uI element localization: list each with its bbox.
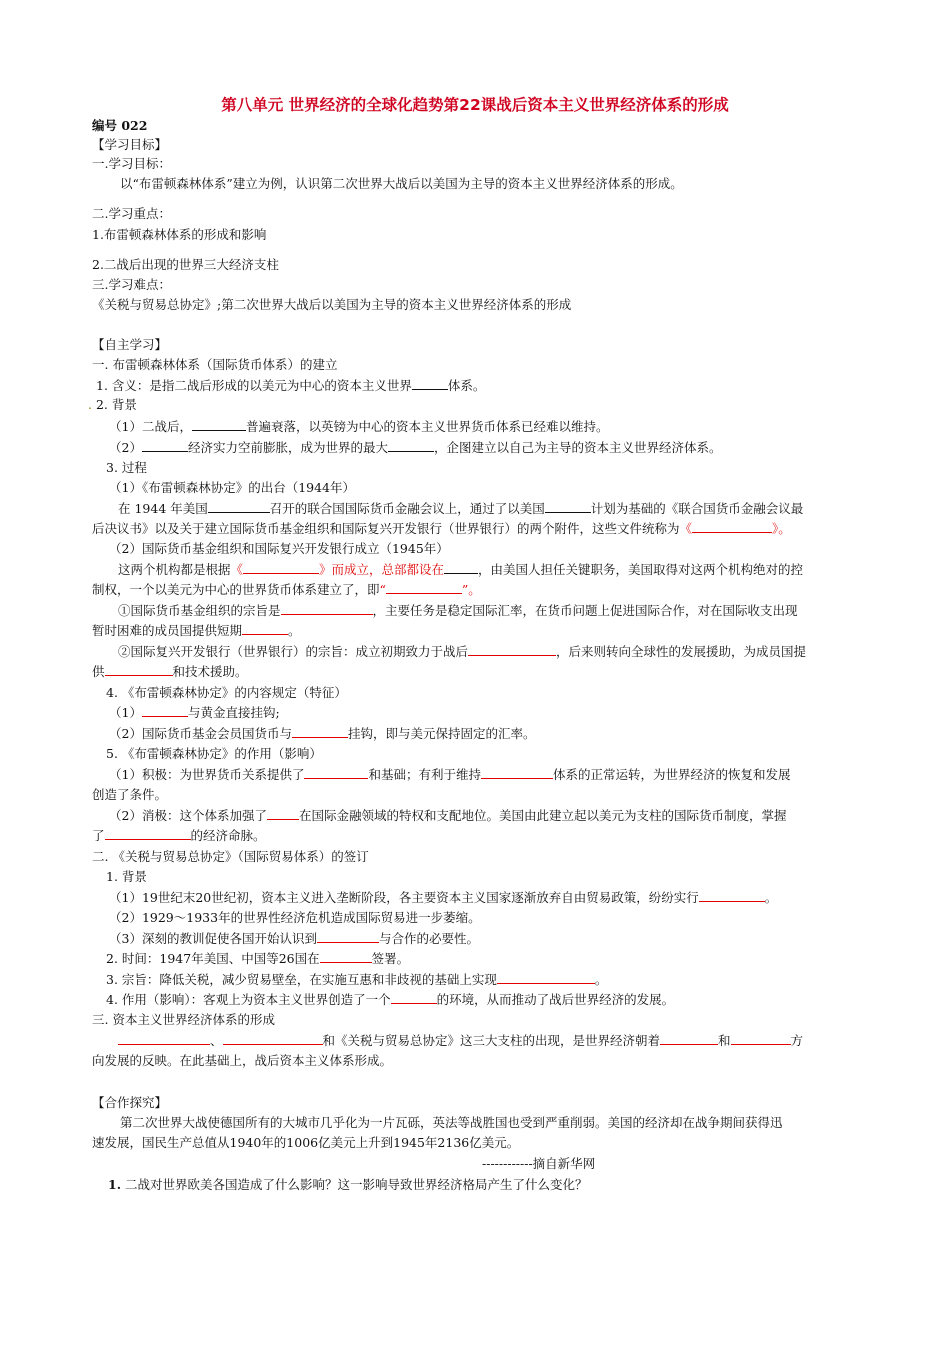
fill-blank[interactable] <box>281 602 373 615</box>
fill-blank[interactable] <box>497 971 595 984</box>
s2-effect <box>106 991 674 1009</box>
s1-process-1: （1）《布雷顿森林协定》的出台（1944年） <box>109 480 356 495</box>
s1-process-2-text <box>118 561 803 579</box>
page-title: 第八单元 世界经济的全球化趋势第22课战后资本主义世界经济体系的形成 <box>221 96 729 114</box>
fill-blank[interactable] <box>692 520 772 533</box>
text: （1）二战后， <box>109 419 192 434</box>
text: （2）国际货币基金会员国货币与 <box>109 726 292 741</box>
s1-effect-negative <box>109 807 786 825</box>
s1-wb-purpose-cont <box>92 663 248 681</box>
serial-number: 编号 022 <box>92 118 148 133</box>
text: 经济实力空前膨胀，成为世界的最大 <box>187 440 388 455</box>
text: 3. 宗旨：降低关税，减少贸易壁垒，在实施互惠和非歧视的基础上实现 <box>106 972 497 987</box>
text: 2. 背景 <box>95 397 137 412</box>
self-study-header: 【自主学习】 <box>92 337 168 352</box>
text: 《 <box>679 521 693 536</box>
text: ①国际货币基金组织的宗旨是 <box>118 603 281 618</box>
text: 的环境，从而推动了战后世界经济的发展。 <box>436 992 675 1007</box>
text: 了 <box>92 828 105 843</box>
difficulty-text: 《关税与贸易总协定》;第二次世界大战后以美国为主导的资本主义世界经济体系的形成 <box>92 297 572 312</box>
s1-meaning <box>96 377 485 395</box>
text: 《 <box>230 562 244 577</box>
s1-background <box>88 396 137 414</box>
fill-blank[interactable] <box>243 561 319 574</box>
text: 。 <box>288 623 301 638</box>
text: 计划为基础的《联合国货币金融会议最 <box>590 501 804 516</box>
s2-purpose <box>106 971 607 989</box>
s1-effect-positive-cont: 创造了条件。 <box>92 787 168 802</box>
text: 和《关税与贸易总协定》这三大支柱的出现，是世界经济朝着 <box>322 1033 661 1048</box>
section-1-title: 一. 布雷顿森林体系（国际货币体系）的建立 <box>92 357 338 372</box>
text: 在国际金融领域的特权和支配地位。美国由此建立起以美元为支柱的国际货币制度，掌握 <box>298 808 787 823</box>
fill-blank[interactable] <box>660 1032 718 1045</box>
section-2-title: 二. 《关税与贸易总协定》（国际贸易体系）的签订 <box>92 849 369 864</box>
s1-background-1 <box>109 418 608 436</box>
text: ，主要任务是稳定国际汇率，在货币问题上促进国际合作，对在国际收支出现 <box>372 603 798 618</box>
focus-item-2: 2.二战后出现的世界三大经济支柱 <box>92 257 279 272</box>
s2-background-1 <box>109 889 777 907</box>
fill-blank[interactable] <box>242 622 288 635</box>
text: 在 1944 年美国 <box>118 501 208 516</box>
s1-effect-negative-cont <box>92 827 266 845</box>
fill-blank[interactable] <box>391 991 437 1004</box>
text: ，由美国人担任关键职务，美国取得对这两个机构绝对的控 <box>478 562 804 577</box>
fill-blank[interactable] <box>208 500 270 513</box>
focus-item-1: 1.布雷顿森林体系的形成和影响 <box>92 227 267 242</box>
text: 供 <box>92 664 105 679</box>
text: 这两个机构都是根据 <box>118 562 231 577</box>
text: 召开的联合国国际货币金融会议上，通过了以美国 <box>269 501 545 516</box>
text: 的经济命脉。 <box>190 828 266 843</box>
s1-process-2: （2）国际货币基金组织和国际复兴开发银行成立（1945年） <box>109 541 449 556</box>
s2-background: 1. 背景 <box>106 869 147 884</box>
s1-process-2-text-cont <box>92 581 481 599</box>
fill-blank[interactable] <box>192 418 246 431</box>
question-1 <box>108 1176 588 1194</box>
text: 。 <box>594 972 608 987</box>
text: 体系。 <box>447 378 486 393</box>
fill-blank[interactable] <box>317 930 379 943</box>
fill-blank[interactable] <box>388 439 434 452</box>
text: 制权，一个以美元为中心的世界货币体系建立了，即 <box>92 582 380 597</box>
difficulty-label: 三.学习难点： <box>92 277 171 292</box>
fill-blank[interactable] <box>304 766 368 779</box>
question-text: 二战对世界欧美各国造成了什么影响？这一影响导致世界经济格局产生了什么变化？ <box>125 1177 588 1192</box>
cooperation-paragraph-1: 第二次世界大战使德国所有的大城市几乎化为一片瓦砾，英法等战胜国也受到严重削弱。美国的经济却在战争期间获得迅 <box>120 1115 783 1130</box>
fill-blank[interactable] <box>481 766 553 779</box>
fill-blank[interactable] <box>223 1032 323 1045</box>
s1-process: 3. 过程 <box>106 460 147 475</box>
s1-background-2 <box>109 439 721 457</box>
fill-blank[interactable] <box>412 377 448 390</box>
text: （2）消极：这个体系加强了 <box>109 808 267 823</box>
text: 4. 作用（影响）：客观上为资本主义世界创造了一个 <box>106 992 391 1007</box>
fill-blank[interactable] <box>386 581 462 594</box>
fill-blank[interactable] <box>105 827 191 840</box>
s1-content-1 <box>109 704 280 722</box>
fill-blank[interactable] <box>699 889 765 902</box>
fill-blank[interactable] <box>468 643 556 656</box>
s1-imf-purpose <box>118 602 798 620</box>
fill-blank[interactable] <box>444 561 478 574</box>
s1-process-1-text <box>118 500 803 518</box>
s1-process-1-text-cont <box>92 520 791 538</box>
goal-text: 以“布雷顿森林体系”建立为例，认识第二次世界大战后以美国为主导的资本主义世界经济体系的形成。 <box>120 176 683 191</box>
fill-blank[interactable] <box>292 725 348 738</box>
s3-text-cont: 向发展的反映。在此基础上，战后资本主义体系形成。 <box>92 1053 393 1068</box>
s2-time <box>106 950 409 968</box>
text: （3）深刻的教训促使各国开始认识到 <box>109 931 317 946</box>
stray-dot-icon: . <box>88 397 92 412</box>
s1-effect-positive <box>109 766 791 784</box>
text: 方 <box>790 1033 804 1048</box>
s2-background-2: （2）1929～1933年的世界性经济危机造成国际贸易进一步萎缩。 <box>109 910 481 925</box>
fill-blank[interactable] <box>267 807 299 820</box>
goal-label: 一.学习目标： <box>92 156 171 171</box>
s1-content: 4. 《布雷顿森林协定》的内容规定（特征） <box>106 685 347 700</box>
text: 体系的正常运转，为世界经济的恢复和发展 <box>552 767 791 782</box>
cooperation-header: 【合作探究】 <box>92 1095 168 1110</box>
s1-content-2 <box>109 725 535 743</box>
text: 与合作的必要性。 <box>378 931 479 946</box>
text: 挂钩，即与美元保持固定的汇率。 <box>347 726 536 741</box>
fill-blank[interactable] <box>731 1032 791 1045</box>
s1-wb-purpose <box>118 643 806 661</box>
fill-blank[interactable] <box>545 500 591 513</box>
text: ，后来则转向全球性的发展援助，为成员国提 <box>556 644 807 659</box>
fill-blank[interactable] <box>105 663 173 676</box>
text: （1） <box>109 705 142 720</box>
s3-text <box>118 1032 803 1050</box>
text: ②国际复兴开发银行（世界银行）的宗旨：成立初期致力于战后 <box>118 644 469 659</box>
text: ，企图建立以自己为主导的资本主义世界经济体系。 <box>433 440 722 455</box>
text: 和技术援助。 <box>172 664 248 679</box>
fill-blank[interactable] <box>320 950 372 963</box>
text: 普遍衰落，以英镑为中心的资本主义世界货币体系已经难以维持。 <box>245 419 609 434</box>
text: 。 <box>764 890 778 905</box>
fill-blank[interactable] <box>142 704 188 717</box>
cooperation-paragraph-2: 速发展，国民生产总值从1940年的1006亿美元上升到1945年2136亿美元。 <box>92 1135 520 1150</box>
text: （2） <box>109 440 142 455</box>
text: （1）积极：为世界货币关系提供了 <box>109 767 305 782</box>
text: “ <box>379 582 386 597</box>
section-3-title: 三. 资本主义世界经济体系的形成 <box>92 1012 275 1027</box>
fill-blank[interactable] <box>118 1032 210 1045</box>
text: 签署。 <box>371 951 410 966</box>
text: 暂时困难的成员国提供短期 <box>92 623 243 638</box>
s2-background-3 <box>109 930 479 948</box>
s1-imf-purpose-cont <box>92 622 301 640</box>
cooperation-source: ------------摘自新华网 <box>482 1156 596 1171</box>
s1-effect: 5. 《布雷顿森林协定》的作用（影响） <box>106 746 322 761</box>
text: 和基础；有利于维持 <box>368 767 481 782</box>
text: 1. 含义：是指二战后形成的以美元为中心的资本主义世界 <box>96 378 412 393</box>
text: 》而成立，总部都设在 <box>319 562 445 577</box>
question-number: 1. <box>108 1177 122 1192</box>
text: 和 <box>718 1033 731 1048</box>
text: 2. 时间：1947年美国、中国等26国在 <box>106 951 320 966</box>
fill-blank[interactable] <box>142 439 188 452</box>
goals-header: 【学习目标】 <box>92 137 168 152</box>
text: 》。 <box>772 521 791 536</box>
text: （1）19世纪末20世纪初，资本主义进入垄断阶段，各主要资本主义国家逐渐放弃自由贸易政策，纷纷实行 <box>109 890 699 905</box>
text: 、 <box>210 1033 223 1048</box>
focus-label: 二.学习重点： <box>92 206 171 221</box>
text: ”。 <box>461 582 481 597</box>
text: 后决议书》以及关于建立国际货币基金组织和国际复兴开发银行（世界银行）的两个附件，这些文件统称为 <box>92 521 680 536</box>
text: 与黄金直接挂钩; <box>187 705 280 720</box>
